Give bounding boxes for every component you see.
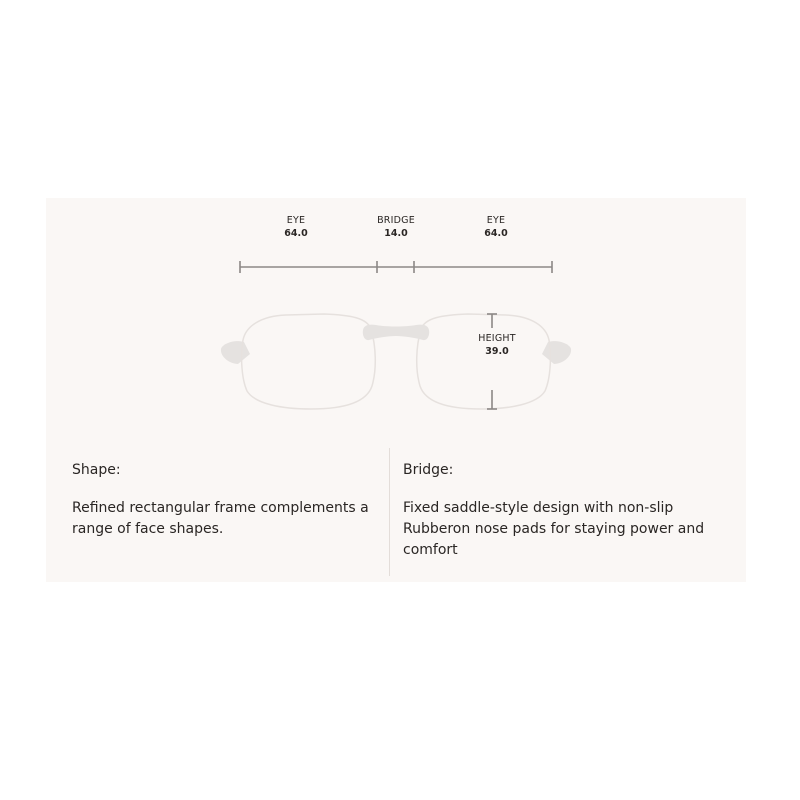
- shape-heading: Shape:: [72, 462, 121, 478]
- frame-measurements-panel: [46, 198, 746, 582]
- nose-bridge-saddle: [363, 325, 429, 340]
- height-label: HEIGHT: [478, 333, 516, 344]
- height-value: 39.0: [485, 346, 509, 357]
- right-temple-arm: [542, 341, 571, 364]
- shape-description: Refined rectangular frame complements a range of face shapes.: [72, 500, 369, 537]
- left-lens-outline: [242, 314, 376, 409]
- left-temple-arm: [221, 341, 250, 364]
- right-lens-outline: [417, 314, 551, 409]
- bridge-value: 14.0: [384, 228, 408, 239]
- left-eye-label: EYE: [286, 215, 306, 226]
- glasses-diagram: [46, 198, 746, 448]
- height-measurement: [457, 333, 537, 359]
- bridge-description: Fixed saddle-style design with non-slip Rubberon nose pads for staying power and comfort: [403, 500, 705, 558]
- bridge-info: [403, 460, 713, 561]
- column-divider: [389, 448, 390, 576]
- right-eye-value: 64.0: [484, 228, 508, 239]
- bridge-label: BRIDGE: [377, 215, 415, 226]
- bridge-heading: Bridge:: [403, 462, 454, 478]
- shape-info: [72, 460, 372, 540]
- height-dimension-line: [487, 314, 497, 409]
- left-eye-value: 64.0: [284, 228, 308, 239]
- width-dimension-line: [240, 261, 552, 273]
- right-eye-label: EYE: [486, 215, 506, 226]
